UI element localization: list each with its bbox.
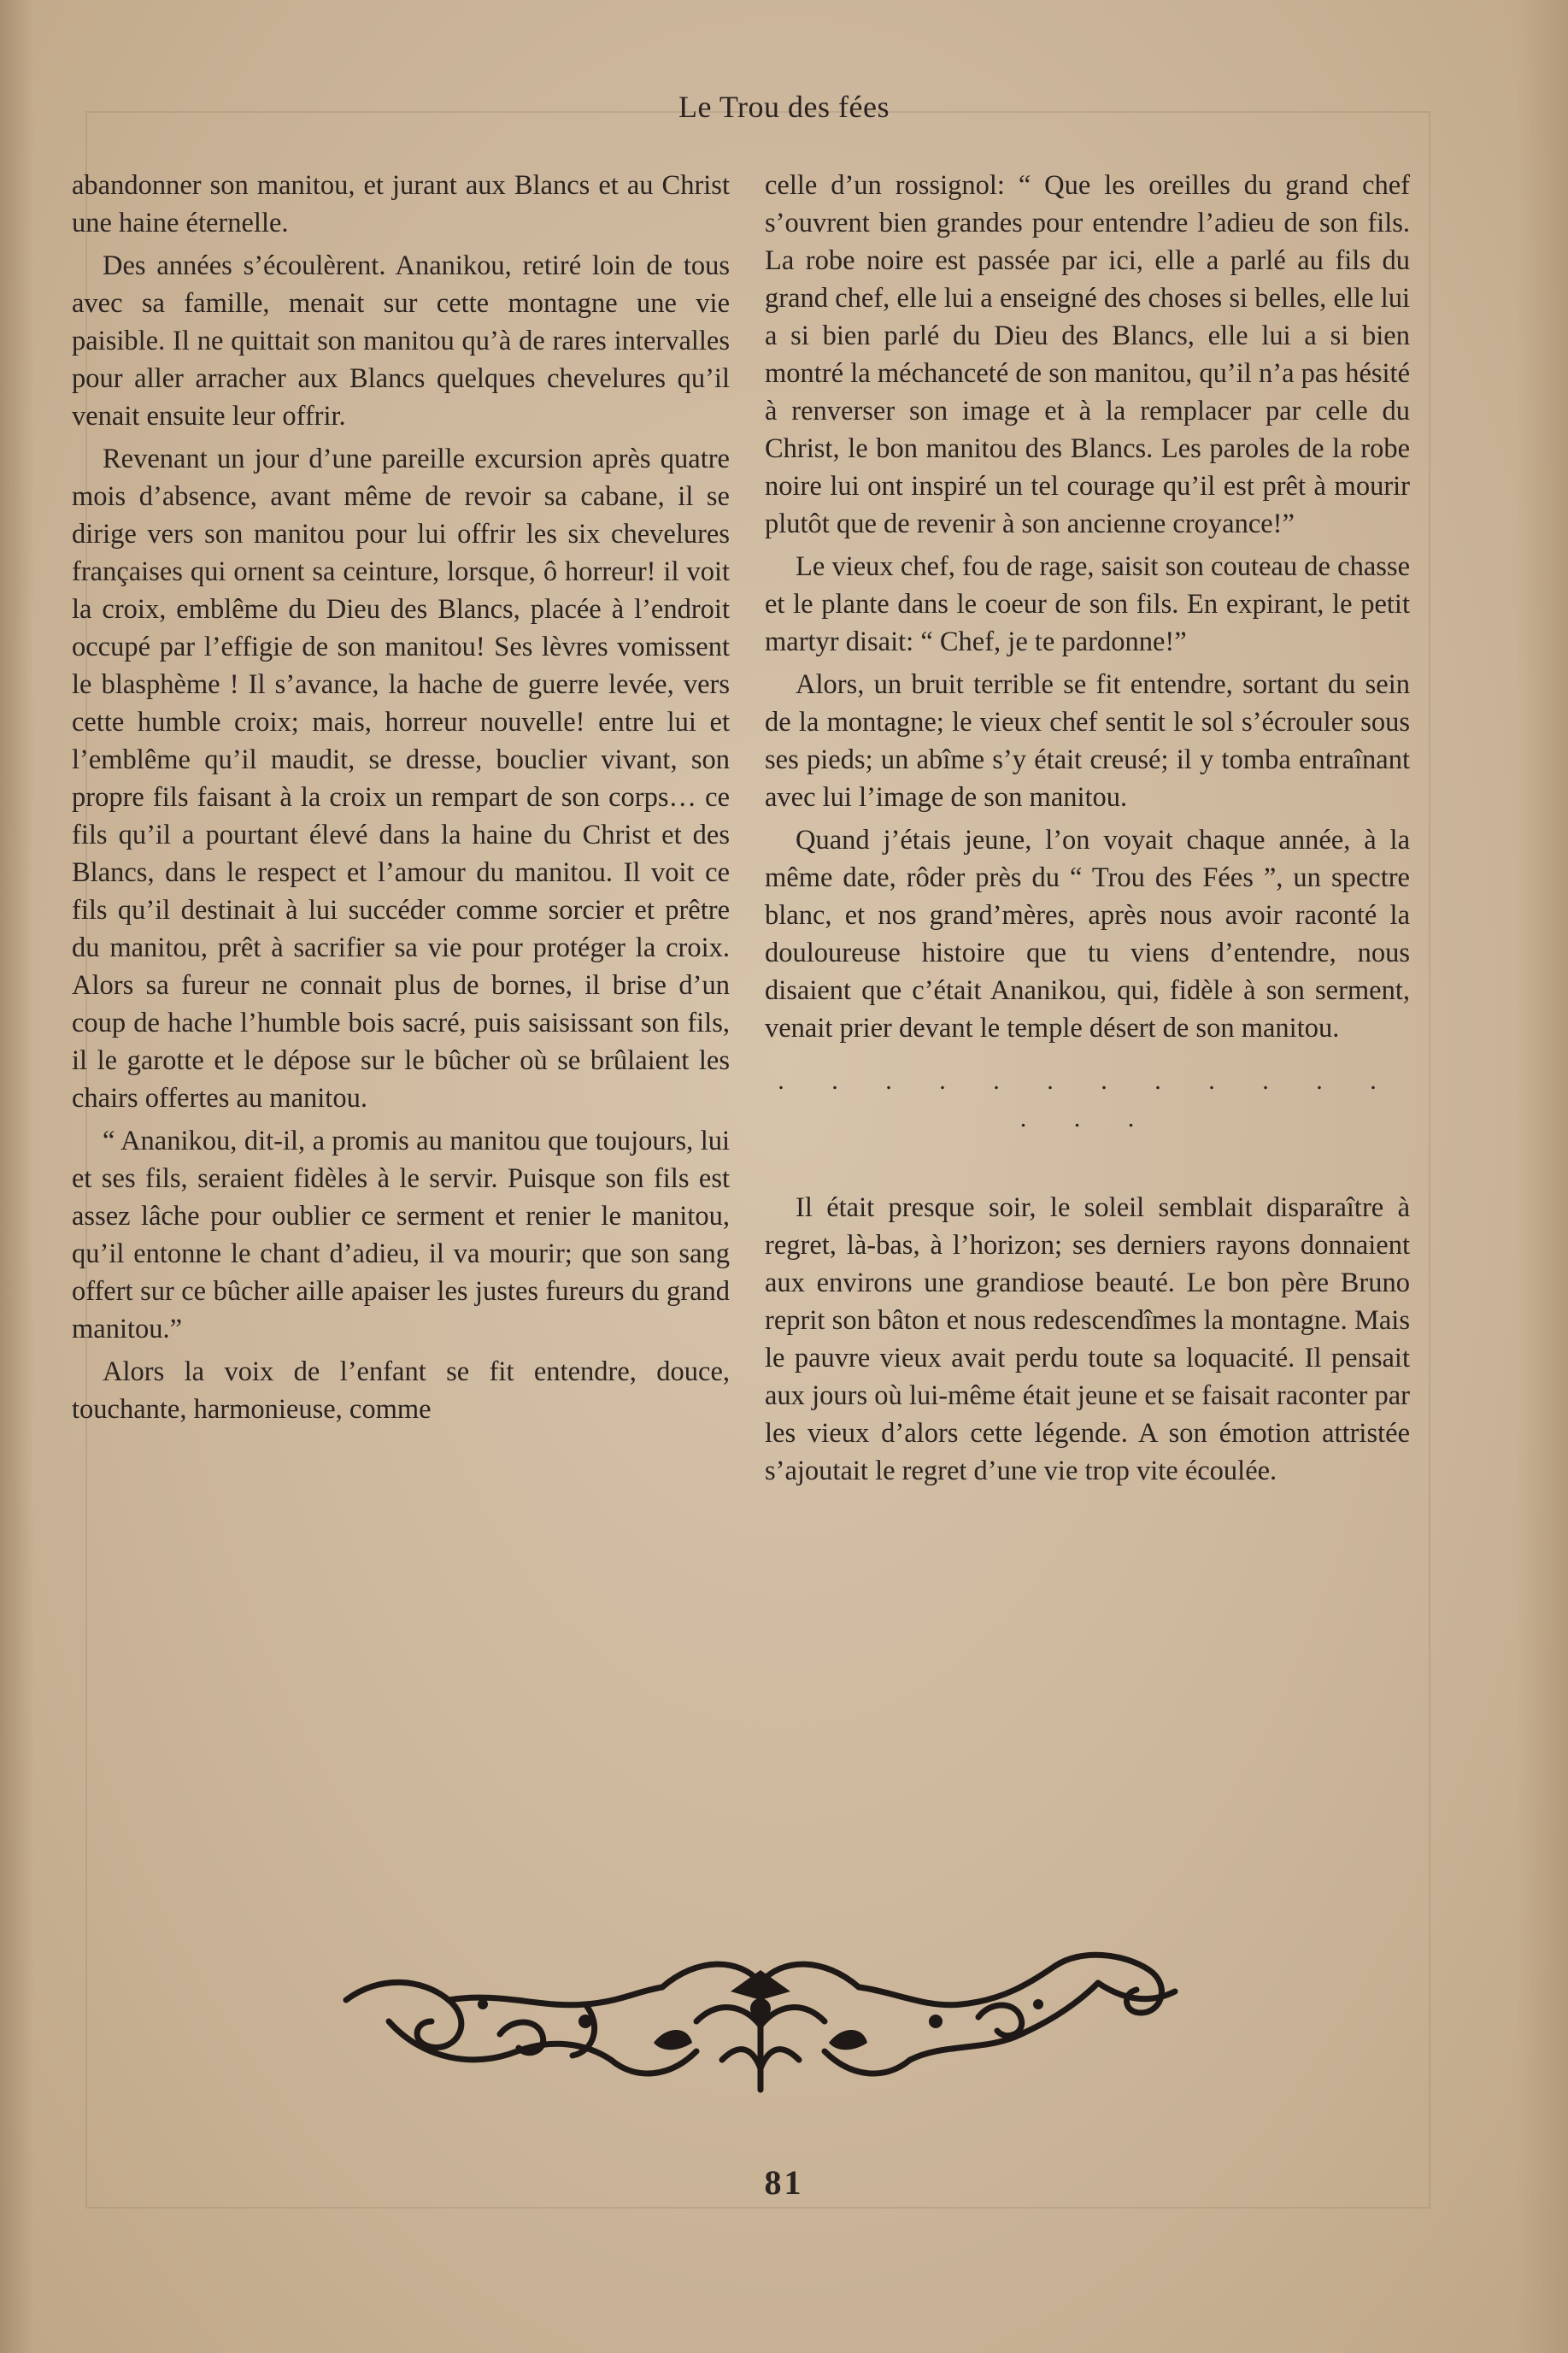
right-column bbox=[765, 167, 1410, 1490]
section-break: . . . . . . . . . . . . . . . bbox=[778, 1067, 1397, 1132]
paragraph: Quand j’étais jeune, l’on voyait chaque année, à la même date, rôder près du “ Trou des Fées ”, un spectre blanc, et nos grand’mères, après nous avoir raconté la douloureuse histoire que tu viens d’entendre, nous disaient que c’était Ananikou, qui, fidèle à son serment, venait prier devant le temple désert de son manitou. bbox=[765, 825, 1410, 1044]
paragraph: Il était presque soir, le soleil semblait disparaître à regret, là-bas, à l’horizon; ses derniers rayons donnaient aux environs une grandiose beauté. Le bon père Bruno reprit son bâton et nous redescendîmes la montagne. Mais le pauvre vieux avait perdu toute sa loquacité. Il pensait aux jours où lui-même était jeune et se faisait raconter par les vieux d’alors cette légende. A son émotion attristée s’ajoutait le regret d’une vie trop vite écoulée. bbox=[765, 1192, 1410, 1486]
paragraph: Des années s’écoulèrent. Ananikou, retiré loin de tous avec sa famille, menait sur cette montagne une vie paisible. Il ne quittait son manitou qu’à de rares intervalles pour aller arracher aux Blancs quelques chevelures qu’il venait ensuite leur offrir. bbox=[72, 250, 730, 432]
page-number: 81 bbox=[764, 2163, 804, 2202]
paragraph: Le vieux chef, fou de rage, saisit son couteau de chasse et le plante dans le coeur de son fils. En expirant, le petit martyr disait: “ Chef, je te pardonne!” bbox=[765, 551, 1410, 657]
page-shadow-left bbox=[0, 0, 34, 2353]
running-head: Le Trou des fées bbox=[678, 90, 890, 124]
paragraph: celle d’un rossignol: “ Que les oreilles du grand chef s’ouvrent bien grandes pour entendre l’adieu de son fils. La robe noire est passée par ici, elle a parlé au fils du grand chef, elle lui a enseigné des choses si belles, elle lui a si bien parlé du Dieu des Blancs, elle lui a si bien montré la méchanceté de son manitou, qu’il n’a pas hésité à renverser son image et à la remplacer par celle du Christ, le bon manitou des Blancs. Les paroles de la robe noire lui ont inspiré un tel courage qu’il est prêt à mourir plutôt que de revenir à son ancienne croyance!” bbox=[765, 170, 1410, 539]
paragraph: Revenant un jour d’une pareille excursion après quatre mois d’absence, avant même de revoir sa cabane, il se dirige vers son manitou pour lui offrir les six chevelures françaises qui ornent sa ceinture, lorsque, ô horreur! il voit la croix, emblême du Dieu des Blancs, placée à l’endroit occupé par l’effigie de son manitou! Ses lèvres vomissent le blasphème ! Il s’avance, la hache de guerre levée, vers cette humble croix; mais, horreur nouvelle! entre lui et l’emblême qu’il maudit, se dresse, bouclier vivant, son propre fils faisant à la croix un rempart de son corps… ce fils qu’il a pourtant élevé dans la haine du Christ et des Blancs, dans le respect et l’amour du manitou. Il voit ce fils qu’il destinait à lui succéder comme sorcier et prêtre du manitou, prêt à sacrifier sa vie pour protéger la croix. Alors sa fureur ne connait plus de bornes, il brise d’un coup de hache l’humble bois sacré, puis saisissant son fils, il le garotte et le dépose sur le bûcher où se brûlaient les chairs offertes au manitou. bbox=[72, 444, 730, 1114]
paragraph: abandonner son manitou, et jurant aux Blancs et au Christ une haine éternelle. bbox=[72, 170, 730, 238]
paragraph: Alors la voix de l’enfant se fit entendre, douce, touchante, harmonieuse, comme bbox=[72, 1356, 730, 1425]
left-column bbox=[72, 167, 730, 1428]
floral-scroll-ornament-icon bbox=[329, 1940, 1192, 2103]
paragraph: Alors, un bruit terrible se fit entendre, sortant du sein de la montagne; le vieux chef sentit le sol s’écrouler sous ses pieds; un abîme s’y était creusé; il y tomba entraînant avec lui l’image de son manitou. bbox=[765, 669, 1410, 813]
paragraph: “ Ananikou, dit-il, a promis au manitou que toujours, lui et ses fils, seraient fidèles à le servir. Puisque son fils est assez lâche pour oublier ce serment et renier le manitou, qu’il entonne le chant d’adieu, il va mourir; que son sang offert sur ce bûcher aille apaiser les justes fureurs du grand manitou.” bbox=[72, 1126, 730, 1344]
page-shadow-right bbox=[1517, 0, 1568, 2353]
